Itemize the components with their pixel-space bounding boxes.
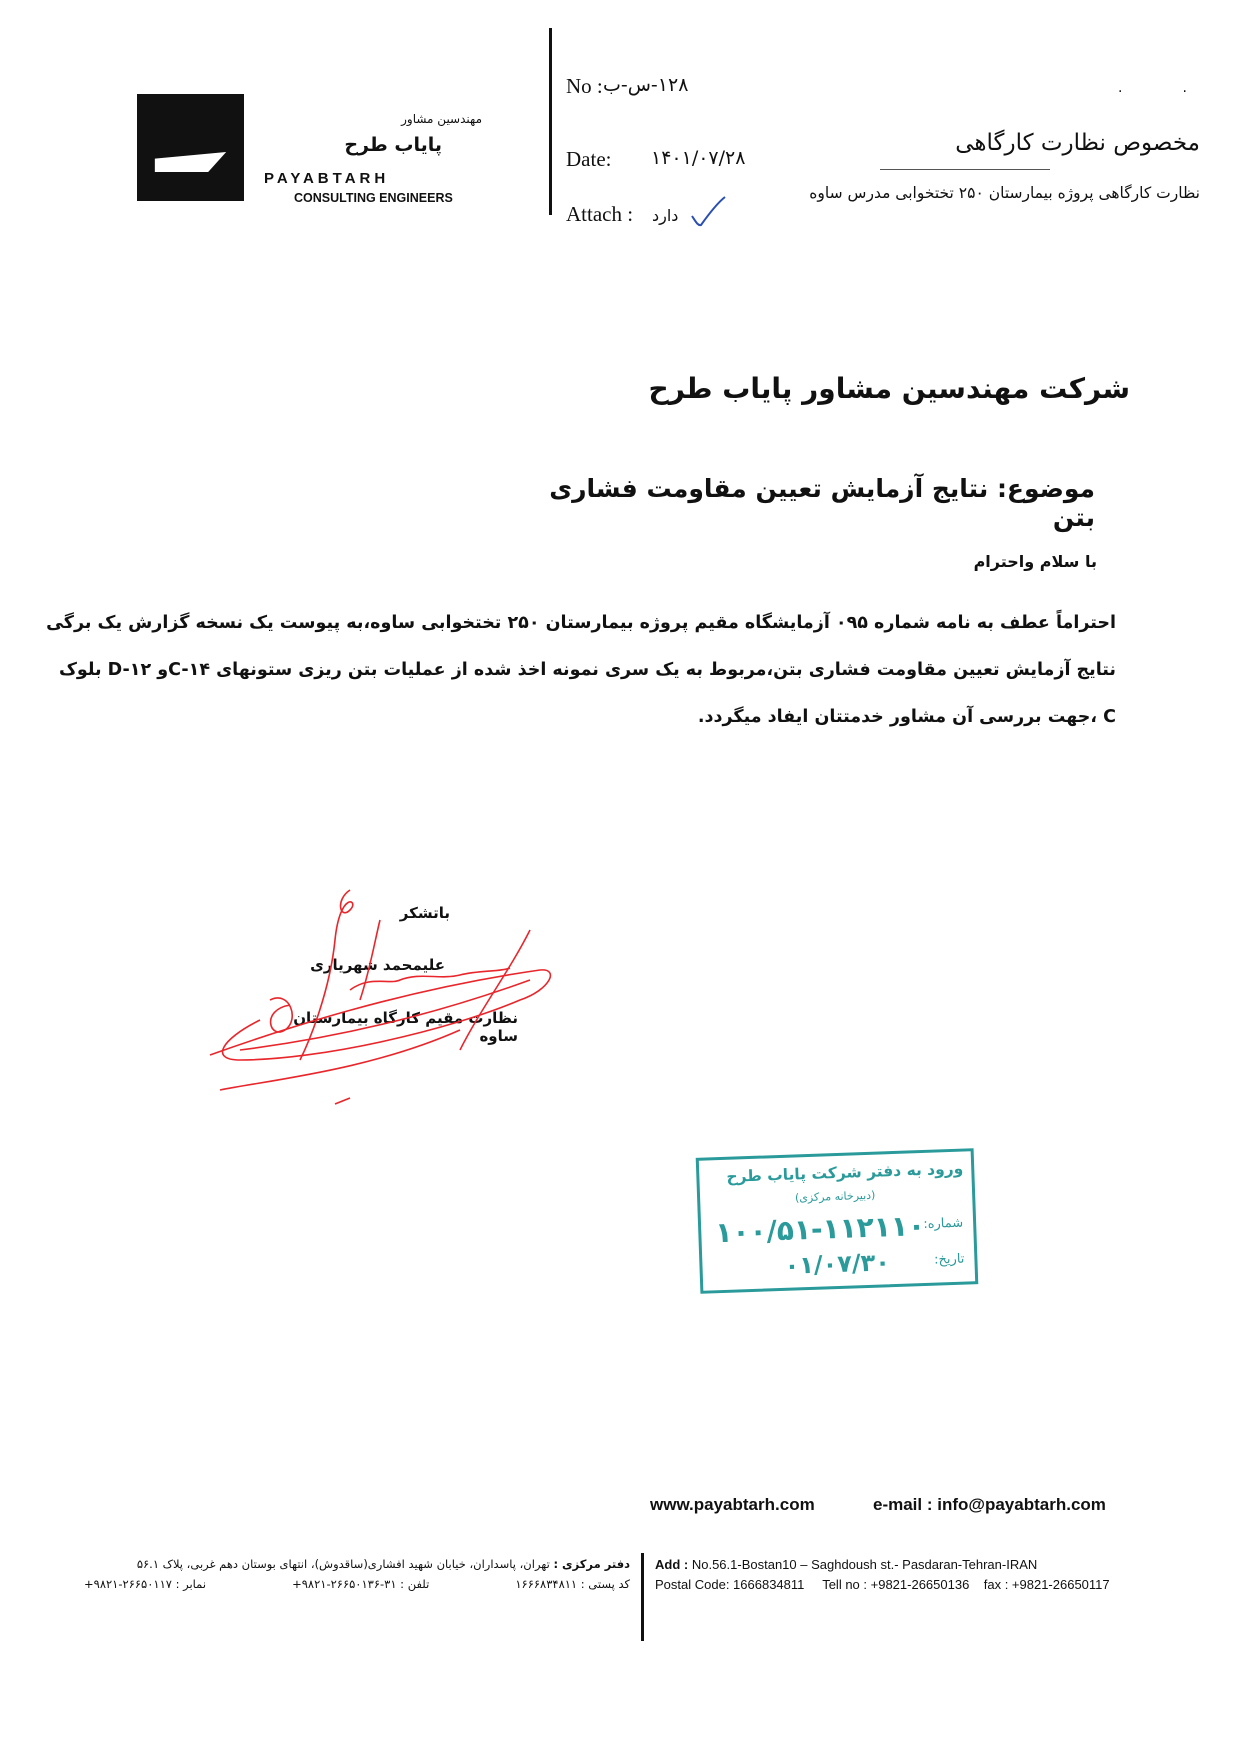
stamp-title: ورود به دفتر شرکت پایاب طرح	[726, 1159, 964, 1186]
stamp-date-label: تاریخ:	[933, 1251, 965, 1268]
ref-attach-value: دارد	[652, 206, 679, 225]
logo-en-name: PAYABTARH	[264, 170, 390, 187]
paragraph-line: نتایج آزمایش تعیین مقاومت فشاری بتن،مربوط به یک سری نمونه اخذ شده از عملیات بتن ریزی ستونهای C-۱۴و D-۱۲ بلوک	[58, 660, 1116, 680]
footer-fax-fa: نمابر : ۲۶۶۵۰۱۱۷-۹۸۲۱+	[84, 1577, 207, 1591]
checkmark-icon	[688, 194, 728, 230]
letter-paragraph	[46, 600, 1116, 741]
top-dots: ..	[1118, 80, 1247, 96]
header-divider	[549, 28, 552, 215]
paragraph-line: احتراماً عطف به نامه شماره ۰۹۵ آزمایشگاه مقیم پروژه بیمارستان ۲۵۰ تختخوابی ساوه،به پیوست یک نسخه گزارش یک برگی	[46, 613, 1116, 633]
handwritten-recipient: مخصوص نظارت کارگاهی	[955, 130, 1200, 156]
office-stamp	[696, 1148, 979, 1294]
footer-email[interactable]: e-mail : info@payabtarh.com	[873, 1495, 1106, 1514]
ref-no-label: No :	[566, 74, 603, 98]
footer-website[interactable]: www.payabtarh.com	[650, 1495, 815, 1514]
ref-date-label: Date:	[566, 147, 612, 171]
footer-postal-fa: کد پستی : ۱۶۶۶۸۳۴۸۱۱	[515, 1577, 630, 1591]
logo-en-subtitle: CONSULTING ENGINEERS	[294, 191, 453, 205]
stamp-date: ۰۱/۰۷/۳۰	[784, 1248, 891, 1280]
ref-attach-label: Attach :	[566, 202, 634, 226]
footer-postal-en: Postal Code: 1666834811 Tell no : +9821-26650136 fax : +9821-26650117	[655, 1577, 1110, 1592]
paragraph-line: C ،جهت بررسی آن مشاور خدمتتان ایفاد میگردد.	[697, 707, 1116, 727]
ref-date-value: ۱۴۰۱/۰۷/۲۸	[651, 147, 746, 169]
logo-fa-tagline: مهندسین مشاور	[401, 112, 482, 126]
footer-address-en	[655, 1557, 1037, 1572]
signature-icon	[200, 880, 560, 1110]
letter-subject: موضوع: نتایج آزمایش تعیین مقاومت فشاری بتن	[549, 474, 1095, 532]
footer-phone-fa: تلفن : ۳۱-۲۶۶۵۰۱۳۶-۹۸۲۱+	[292, 1577, 430, 1591]
signature-thanks: باتشکر	[399, 904, 450, 922]
logo-stripe-icon	[137, 152, 244, 172]
signer-title: نظارت مقیم کارگاه بیمارستان ساوه	[293, 1009, 518, 1045]
stamp-number-label: شماره:	[923, 1215, 964, 1232]
company-logo-mark	[137, 94, 244, 201]
letter-greeting: با سلام واحترام	[973, 552, 1097, 571]
footer-address-en-label: Add :	[655, 1557, 689, 1572]
signer-name: علیمحمد شهریاری	[310, 956, 445, 974]
footer-address-en-text: No.56.1-Bostan10 – Saghdoush st.- Pasdaran-Tehran-IRAN	[691, 1557, 1038, 1572]
footer-address-fa-text: تهران، پاسداران، خیابان شهید افشاری(ساقدوش)، انتهای بوستان دهم غربی، پلاک ۵۶.۱	[136, 1557, 550, 1571]
addressee-company: شرکت مهندسین مشاور پایاب طرح	[648, 372, 1130, 405]
footer-address-fa-label: دفتر مرکزی :	[553, 1557, 630, 1571]
footer-divider	[641, 1553, 644, 1641]
footer-contact-fa	[84, 1577, 630, 1591]
logo-fa-name: پایاب طرح	[344, 134, 442, 156]
footer-address-fa	[84, 1557, 630, 1571]
stamp-number: ۱۰۰/۵۱-۱۱۲۱۱۰	[714, 1208, 926, 1250]
stamp-subtitle: (دبیرخانه مرکزی)	[794, 1188, 876, 1205]
recipient-subtitle: نظارت کارگاهی پروژه بیمارستان ۲۵۰ تختخوابی مدرس ساوه	[809, 184, 1200, 202]
recipient-underline	[880, 169, 1050, 170]
ref-no-value: ۱۲۸-س-ب	[603, 74, 689, 96]
